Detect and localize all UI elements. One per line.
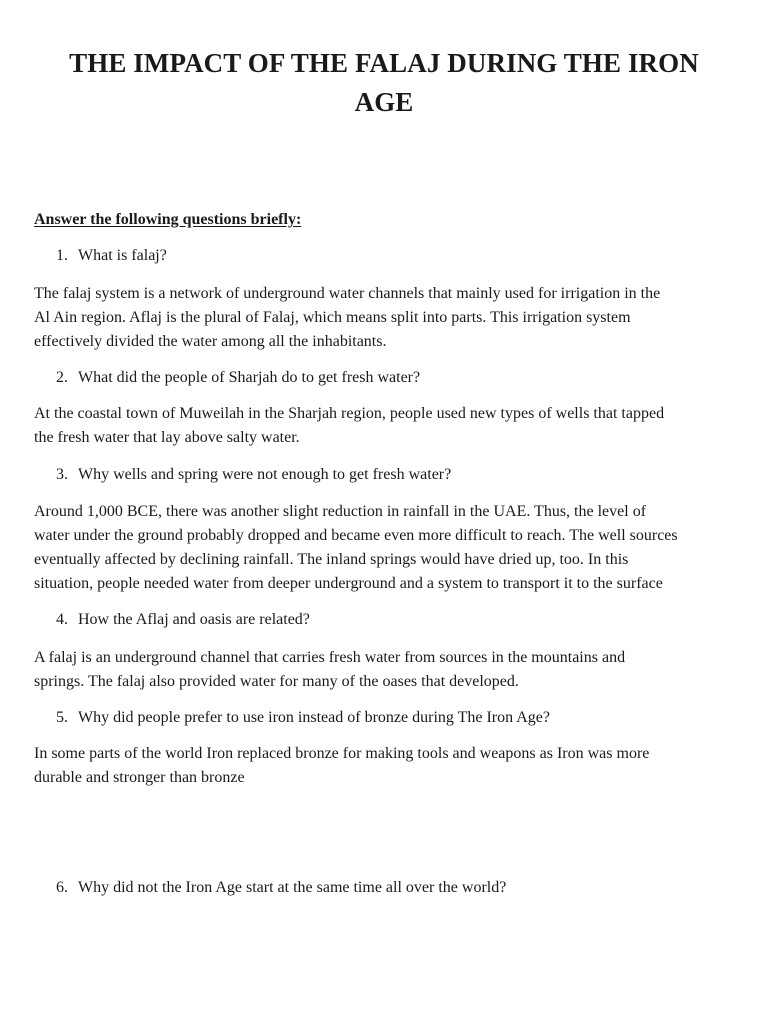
answer-line: the fresh water that lay above salty water. [34, 429, 300, 446]
answer-1 [34, 282, 734, 354]
answer-2 [34, 402, 734, 450]
answer-line: durable and stronger than bronze [34, 769, 245, 786]
question-text: Why did not the Iron Age start at the same time all over the world? [78, 879, 507, 896]
question-text: Why wells and spring were not enough to get fresh water? [78, 466, 452, 483]
answer-line: effectively divided the water among all the inhabitants. [34, 333, 387, 350]
answer-line: situation, people needed water from deeper underground and a system to transport it to the surface [34, 575, 663, 592]
question-number: 3. [56, 466, 68, 483]
question-number: 1. [56, 247, 68, 264]
question-number: 2. [56, 369, 68, 386]
question-number: 5. [56, 709, 68, 726]
answer-line: At the coastal town of Muweilah in the Sharjah region, people used new types of wells that tapped [34, 405, 665, 422]
answer-3 [34, 500, 734, 596]
answer-line: eventually affected by declining rainfall. The inland springs would have dried up, too. In this [34, 551, 629, 568]
answer-line: Al Ain region. Aflaj is the plural of Falaj, which means split into parts. This irrigation system [34, 309, 631, 326]
answer-line: A falaj is an underground channel that carries fresh water from sources in the mountains and [34, 649, 626, 666]
question-3 [56, 463, 451, 487]
question-number: 6. [56, 879, 68, 896]
question-text: What is falaj? [78, 247, 167, 264]
answer-line: The falaj system is a network of underground water channels that mainly used for irrigation in the [34, 285, 661, 302]
question-6 [56, 876, 506, 900]
page-title-line-2: AGE [354, 87, 414, 117]
question-5 [56, 706, 550, 730]
question-2 [56, 366, 420, 390]
question-number: 4. [56, 611, 68, 628]
answer-line: springs. The falaj also provided water for many of the oases that developed. [34, 673, 519, 690]
answer-line: Around 1,000 BCE, there was another slight reduction in rainfall in the UAE. Thus, the level of [34, 503, 647, 520]
answer-5 [34, 742, 734, 790]
page-title [30, 44, 738, 122]
question-text: Why did people prefer to use iron instead of bronze during The Iron Age? [78, 709, 550, 726]
question-4 [56, 608, 310, 632]
answer-line: water under the ground probably dropped and became even more difficult to reach. The well sources [34, 527, 678, 544]
question-1 [56, 244, 167, 268]
question-text: What did the people of Sharjah do to get fresh water? [78, 369, 421, 386]
answer-4 [34, 646, 734, 694]
page-title-line-1: THE IMPACT OF THE FALAJ DURING THE IRON [69, 48, 699, 78]
answer-line: In some parts of the world Iron replaced bronze for making tools and weapons as Iron was more [34, 745, 650, 762]
instructions-heading: Answer the following questions briefly: [34, 211, 302, 228]
question-text: How the Aflaj and oasis are related? [78, 611, 310, 628]
